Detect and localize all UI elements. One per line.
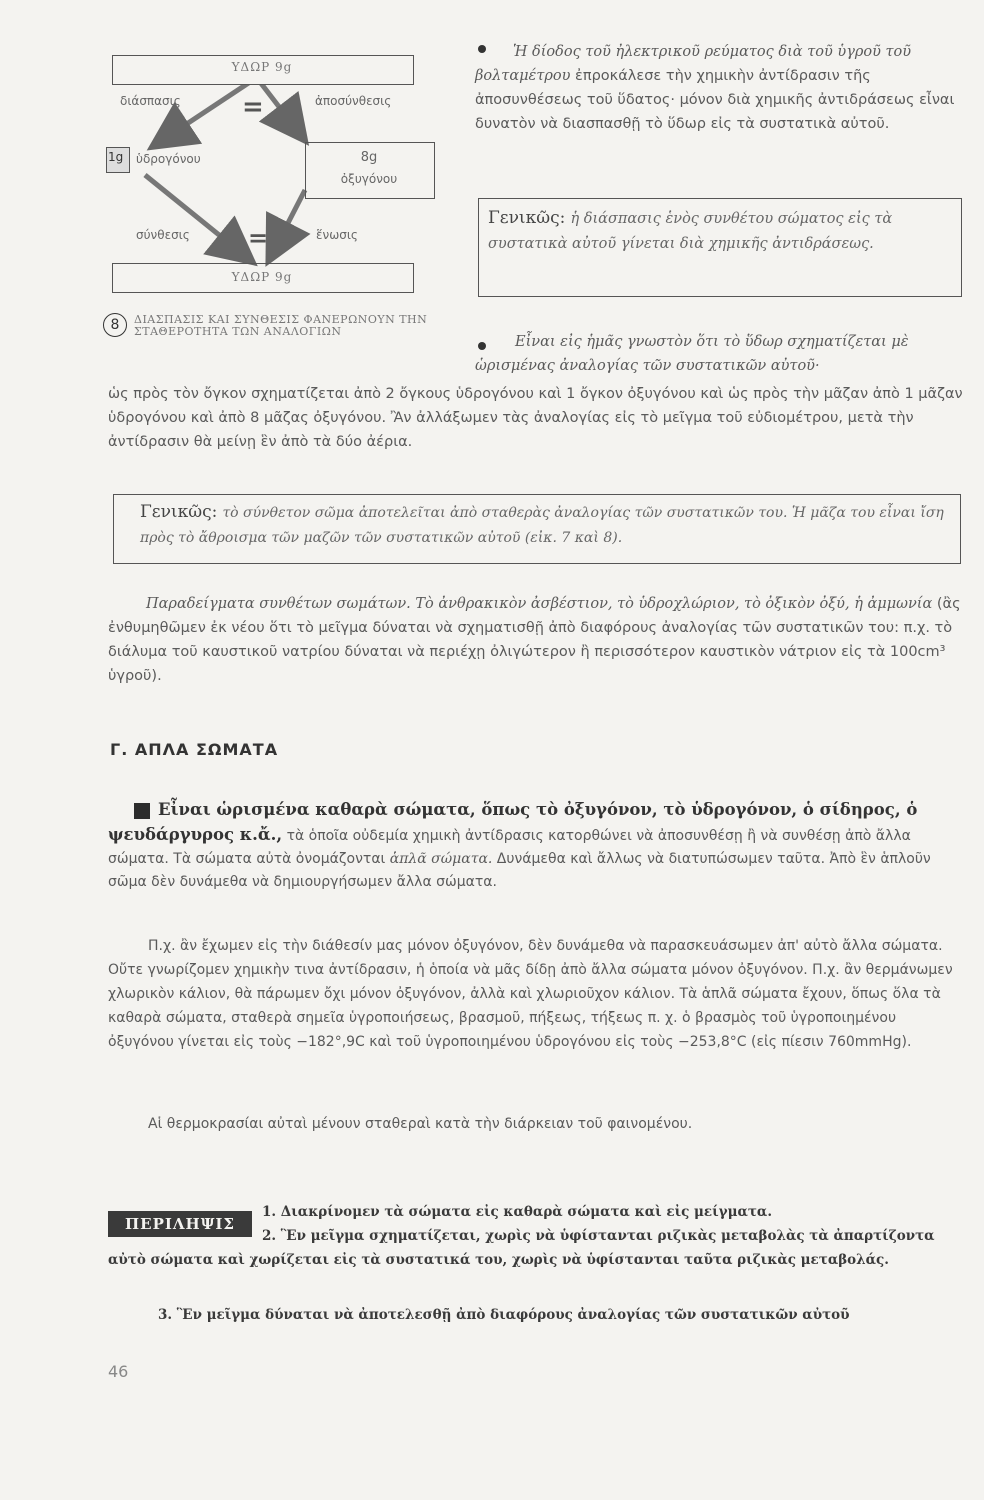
paragraph-1-text: ἐπροκάλεσε τὴν χημικὴν ἀντίδρασιν τῆς ἀποσυνθέσεως τοῦ ὕδατος· μόνον διὰ χημικῆς ἀντιδράσεως εἶναι δυνατὸν νὰ διασπασθῇ τὸ ὕδωρ εἰς τὰ συστατικὰ αὐτοῦ. — [475, 68, 955, 132]
figure-number-badge: 8 — [103, 313, 127, 337]
section-title: Γ. ΑΠΛΑ ΣΩΜΑΤΑ — [110, 740, 279, 759]
hydrogen-mass: 1g — [108, 150, 124, 164]
paragraph-2-top: Εἶναι εἰς ἡμᾶς γνωστὸν ὅτι τὸ ὕδωρ σχηματίζεται μὲ ὡρισμένας ἀναλογίας τῶν συστατικῶν αὐτοῦ· — [475, 334, 909, 374]
oxygen-mass: 8g — [360, 150, 378, 165]
equals-sign-top: = — [242, 92, 264, 122]
paragraph-3 — [108, 592, 963, 688]
paragraph-4 — [108, 798, 963, 894]
paragraph-1-italic: Ἡ δίοδος τοῦ ἠλεκτρικοῦ ρεύματος διὰ τοῦ ὑγροῦ τοῦ βολταμέτρου — [475, 44, 912, 84]
box-2-heading: Γενικῶς: — [140, 502, 218, 522]
paragraph-6: Αἱ θερμοκρασίαι αὐταὶ μένουν σταθεραὶ κατὰ τὴν διάρκειαν τοῦ φαινομένου. — [148, 1116, 693, 1132]
summary-item-2: 2. Ἓν μεῖγμα σχηματίζεται, χωρὶς νὰ ὑφίστανται ριζικὰς μεταβολὰς τὰ ἀπαρτίζοντα αὐτὸ σώματα καὶ χωρίζεται εἰς τὰ συστατικά του, χωρὶς νὰ ὑφίστανται ταῦτα ριζικὰς μεταβολάς. — [108, 1228, 935, 1268]
generalization-box-2-text — [140, 500, 950, 550]
oxygen-label: ὀξυγόνου — [340, 172, 398, 186]
box-1-heading: Γενικῶς: — [488, 208, 566, 228]
water-diagram — [100, 50, 445, 300]
paragraph-4-bold: Εἶναι ὡρισμένα καθαρὰ σώματα, ὅπως τὸ ὀξυγόνον, τὸ ὑδρογόνον, ὁ σίδηρος, ὁ ψευδάργυρος κ.ἄ., — [108, 800, 918, 844]
summary-item-1: 1. Διακρίνομεν τὰ σώματα εἰς καθαρὰ σώματα καὶ εἰς μείγματα. — [262, 1204, 773, 1220]
summary-tag: ΠΕΡΙΛΗΨΙΣ — [108, 1211, 252, 1237]
paragraph-5: Π.χ. ἂν ἔχωμεν εἰς τὴν διάθεσίν μας μόνον ὀξυγόνον, δὲν δυνάμεθα νὰ παρασκευάσωμεν ἀπ' αὐτὸ ἄλλα σώματα. Οὔτε γνωρίζομεν χημικὴν τινα ἀντίδρασιν, ἡ ὁποία νὰ μᾶς δίδῃ ἀπὸ ἄλλα σώματα μόνον ὀξυγόνον. Π.χ. ἂν θερμάνωμεν χλωρικὸν κάλιον, θὰ πάρωμεν ὄχι μόνον ὀξυγόνον, ἀλλὰ καὶ χλωριοῦχον κάλιον. Τὰ ἁπλᾶ σώματα ἔχουν, ὅπως ὅλα τὰ καθαρὰ σώματα, σταθερὰ σημεῖα ὑγροποιήσεως, βρασμοῦ, πήξεως, τήξεως π. χ. ὁ βρασμὸς τοῦ ὑγροποιημένου ὀξυγόνου γίνεται εἰς τοὺς −182°,9C καὶ τοῦ ὑγροποιημένου ὑδρογόνου εἰς τοὺς −253,8°C (εἰς πίεσιν 760mmHg). — [108, 938, 953, 1050]
box-1-text: ἡ διάσπασις ἑνὸς συνθέτου σώματος εἰς τὰ συστατικὰ αὐτοῦ γίνεται διὰ χημικῆς ἀντιδράσεως. — [488, 211, 893, 252]
paragraph-4-term: ἁπλᾶ σώματα. — [389, 851, 493, 867]
paragraph-4-text: τὰ ὁποῖα οὐδεμία χημικὴ ἀντίδρασις κατορθώνει νὰ ἀποσυνθέσῃ ἢ νὰ συνθέσῃ ἀπὸ ἄλλα σώματα. Τὰ σώματα αὐτὰ ὀνομάζονται — [108, 828, 911, 867]
right-top-label: ἀποσύνθεσις — [315, 94, 392, 108]
left-top-label: διάσπασις — [120, 94, 181, 108]
bottom-water-label: ΥΔΩΡ 9g — [231, 270, 293, 284]
paragraph-1 — [475, 40, 963, 136]
right-bottom-label: ἕνωσις — [316, 228, 358, 242]
left-bottom-label: σύνθεσις — [136, 228, 190, 242]
hydrogen-label: ὑδρογόνου — [136, 152, 201, 166]
paragraph-4-tail: Δυνάμεθα καὶ ἄλλως νὰ διατυπώσωμεν ταῦτα. Ἀπὸ ἓν ἁπλοῦν σῶμα δὲν δυνάμεθα νὰ δημιουργήσωμεν ἄλλα σώματα. — [108, 851, 931, 890]
top-water-label: ΥΔΩΡ 9g — [231, 60, 293, 74]
paragraph-2: ὡς πρὸς τὸν ὄγκον σχηματίζεται ἀπὸ 2 ὄγκους ὑδρογόνου καὶ 1 ὄγκον ὀξυγόνου καὶ ὡς πρὸς τὴν μᾶζαν ἀπὸ 1 μᾶζαν ὑδρογόνου καὶ ἀπὸ 8 μᾶζας ὀξυγόνου. Ἂν ἀλλάξωμεν τὰς ἀναλογίας εἰς τὸ μεῖγμα τοῦ εὐδιομέτρου, μετὰ τὴν ἀντίδρασιν θὰ μείνῃ ἓν ἀπὸ τὰ δύο ἀέρια. — [108, 386, 963, 450]
generalization-box-1-text — [488, 206, 953, 256]
box-2-text: τὸ σύνθετον σῶμα ἀποτελεῖται ἀπὸ σταθερὰς ἀναλογίας τῶν συστατικῶν του. Ἡ μᾶζα του εἶναι ἴση πρὸς τὸ ἄθροισμα τῶν μαζῶν τῶν συστατικῶν αὐτοῦ (εἰκ. 7 καὶ 8). — [140, 505, 944, 546]
equals-sign-bottom: = — [248, 224, 269, 252]
summary-item-3: 3. Ἓν μεῖγμα δύναται νὰ ἀποτελεσθῇ ἀπὸ διαφόρους ἀναλογίας τῶν συστατικῶν αὐτοῦ — [158, 1307, 850, 1323]
paragraph-3-italic: Παραδείγματα συνθέτων σωμάτων. Τὸ ἀνθρακικὸν ἀσβέστιον, τὸ ὑδροχλώριον, τὸ ὀξικὸν ὀξύ, ἡ ἀμμωνία — [146, 596, 933, 612]
paragraph-3-text: (ἂς ἐνθυμηθῶμεν ἐκ νέου ὅτι τὸ μεῖγμα δύναται νὰ σχηματισθῇ ἀπὸ διαφόρους ἀναλογίας τῶν συστατικῶν του: π.χ. τὸ διάλυμα τοῦ καυστικοῦ νατρίου δύναται νὰ περιέχῃ ὀλιγώτερον ἢ περισσότερον καυστικὸν νάτριον εἰς τὰ 100cm³ ὑγροῦ). — [108, 596, 961, 684]
page-number: 46 — [108, 1362, 129, 1381]
figure-caption: ΔΙΑΣΠΑΣΙΣ ΚΑΙ ΣΥΝΘΕΣΙΣ ΦΑΝΕΡΩΝΟΥΝ ΤΗΝ ΣΤΑΘΕΡΟΤΗΤΑ ΤΩΝ ΑΝΑΛΟΓΙΩΝ — [134, 313, 428, 338]
